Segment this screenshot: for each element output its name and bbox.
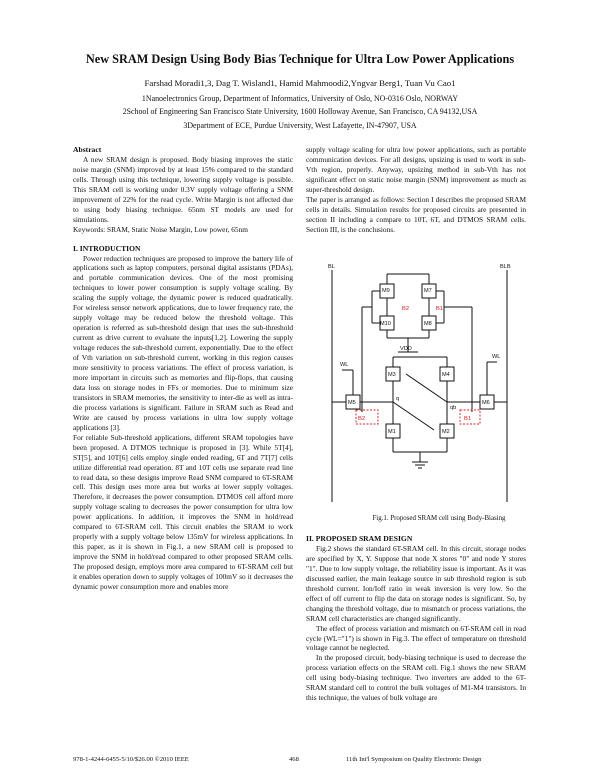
affiliation-2: 2School of Engineering San Francisco State University, 1600 Holloway Avenue, San Francisco, CA 94132,USA — [122, 107, 478, 116]
label-m7: M7 — [424, 288, 432, 294]
label-b2-left: B2 — [358, 416, 366, 422]
label-m6: M6 — [482, 400, 490, 406]
label-blb: BLB — [500, 264, 511, 270]
label-bl: BL — [328, 264, 335, 270]
label-m9: M9 — [382, 288, 390, 294]
label-m2: M2 — [442, 429, 450, 435]
figure-caption: Fig.1. Proposed SRAM cell using Body-Biasing — [372, 515, 506, 522]
label-m4: M4 — [442, 372, 450, 378]
footer-page-number: 468 — [289, 756, 299, 763]
footer-venue: 11th Int'l Symposium on Quality Electronic Design — [346, 756, 482, 763]
label-q: q — [396, 396, 400, 402]
intro-paragraph-2: For reliable Sub-threshold applications, different SRAM topologies have been proposed. A DTMOS technique is proposed in [3]. While 5T[4], ST[5], and 10T[6] cells employ single ended reading, 6T and 7T[7] cells utilize differential read operation. 8T and 10T cells use separate read line to read data, so these designs improve Read SNM compared to 6T-SRAM cell. This design uses more area but works at lower supply voltages. Therefore, it decreases the power consumption. DTMOS cell afford more supply voltage scaling to decreases the power consumption for ultra low power applications. In addition, it improves the SNM in hold/read compared to 6T-SRAM cell. This circuit enables the SRAM to work properly with a supply voltage below 135mV for wireless applications. In this paper, as it is shown in Fig.1, a new SRAM cell is proposed to improve the SNM in hold/read compared to other proposed SRAM cells. The proposed design, employs more area compared to 6T-SRAM cell but it enables operation down to supply voltages of 100mV so it decreases the dynamic power consumption more and enables more — [73, 432, 293, 591]
keywords: Keywords: SRAM, Static Noise Margin, Low power, 65nm — [73, 224, 248, 234]
section2-paragraph-3: In the proposed circuit, body-biasing technique is used to decrease the process variation effects on the SRAM cell. Fig.1 shows the new SRAM cell using body-biasing technique. Two inverters are added to the 6T-SRAM standard cell to control the bulk voltages of M1-M4 transistors. In this technique, the values of bulk voltage are — [306, 653, 526, 703]
label-m3: M3 — [388, 372, 396, 378]
label-m10: M10 — [380, 321, 391, 327]
label-wl-right: WL — [492, 354, 501, 360]
label-b2-top: B2 — [402, 306, 410, 312]
intro-paragraph-1: Power reduction techniques are proposed to improve the battery life of applications such as laptop computers, personal digital assistants (PDAs), and portable communication devices. One of the most promising techniques to lower power consumption is supply voltage scaling. By scaling the supply voltage, the dynamic power is reduced quadratically. For wireless sensor network applications, due to lower frequency rate, the supply voltage may be reduced below the threshold voltage. This operation is referred as sub-threshold design that uses the sub-threshold current as drive current to evaluate the inputs[1,2]. Lowering the supply voltage reduces the sub-threshold current, exponentially. Due to the effect of Vth variation on sub-threshold current, working in this region causes more sensitivity to process variations. The effect of process variation, is more important in circuits such as memories and flip-flops, that causing data loss on storage nodes in FFs or memories. Due to minimum size transistors in SRAM memories, the sensitivity to inter-die as well as intra-die process variations is significant. Failure in SRAM such as Read and Write are caused by process variations in ultra low supply voltage applications [3]. — [73, 253, 293, 432]
affiliation-3: 3Department of ECE, Purdue University, West Lafayette, IN-47907, USA — [183, 121, 417, 130]
footer-isbn: 978-1-4244-6455-5/10/$26.00 ©2010 IEEE — [73, 756, 189, 763]
label-m8: M8 — [424, 321, 432, 327]
paper-title: New SRAM Design Using Body Bias Technique for Ultra Low Power Applications — [85, 52, 515, 66]
right-paragraph-1: supply voltage scaling for ultra low power applications, such as portable communication devices. For all designs, upsizing is used to work in sub-Vth region, properly. Anyway, upsizing method in sub-Vth has not significant effect on static noise margin (SNM) improvement as much as super-threshold design. — [306, 145, 526, 194]
affiliation-1: 1Nanoelectronics Group, Department of Informatics, University of Oslo, NO-0316 Oslo, NORWAY — [141, 94, 459, 103]
label-m1: M1 — [388, 429, 396, 435]
section2-paragraph-1: Fig.2 shows the standard 6T-SRAM cell. In this circuit, storage nodes are specified by X, Y. Suppose that node X stores "0" and node Y stores "1". Due to low supply voltage, the reliability issue is important. As it was discussed earlier, the main leakage source in sub threshold region is sub threshold current. Ion/Ioff ratio in weak inversion is very low. So the effect of off current to flip the data on storage nodes is significant. So, by changing the threshold voltage, due to mismatch or process variations, the SRAM cell characteristics are changed significantly. — [306, 543, 526, 623]
abstract-heading: Abstract — [73, 145, 102, 154]
section2-paragraph-2: The effect of process variation and mismatch on 6T-SRAM cell in read cycle (WL="1") is shown in Fig.3. The effect of temperature on threshold voltage cannot be neglected. — [306, 623, 526, 653]
sram-circuit-figure — [322, 262, 552, 512]
right-column-top — [306, 145, 526, 235]
label-qb: qb — [450, 405, 457, 411]
right-column-bottom — [306, 534, 526, 703]
left-column — [73, 145, 293, 592]
right-paragraph-2: The paper is arranged as follows: Section I describes the proposed SRAM cells in details. Simulation results for proposed circuits are presented in section II including a compare to 10T, 6T, and DTMOS SRAM cells. Section III, is the conclusions. — [306, 194, 526, 234]
section2-heading: II. PROPOSED SRAM DESIGN — [306, 534, 413, 543]
author-list: Farshad Moradi1,3, Dag T. Wisland1, Hamid Mahmoodi2,Yngvar Berg1, Tuan Vu Cao1 — [144, 78, 456, 88]
label-b1-top: B1 — [436, 306, 444, 312]
label-wl-left: WL — [340, 362, 349, 368]
intro-heading: I. INTRODUCTION — [73, 243, 141, 253]
label-b1-right: B1 — [464, 416, 472, 422]
abstract-body: A new SRAM design is proposed. Body biasing improves the static noise margin (SNM) improved by at least 15% compared to the standard cells. Through using this technique, lowering supply voltage is possible. This SRAM cell is working under 0.3V supply voltage offering a SNM improvement of 22% for the read cycle. Write Margin is not affected due to using body biasing technique. 65nm ST models are used for simulations. — [73, 154, 293, 224]
label-m5: M5 — [348, 400, 356, 406]
label-vdd: VDD — [400, 346, 412, 352]
